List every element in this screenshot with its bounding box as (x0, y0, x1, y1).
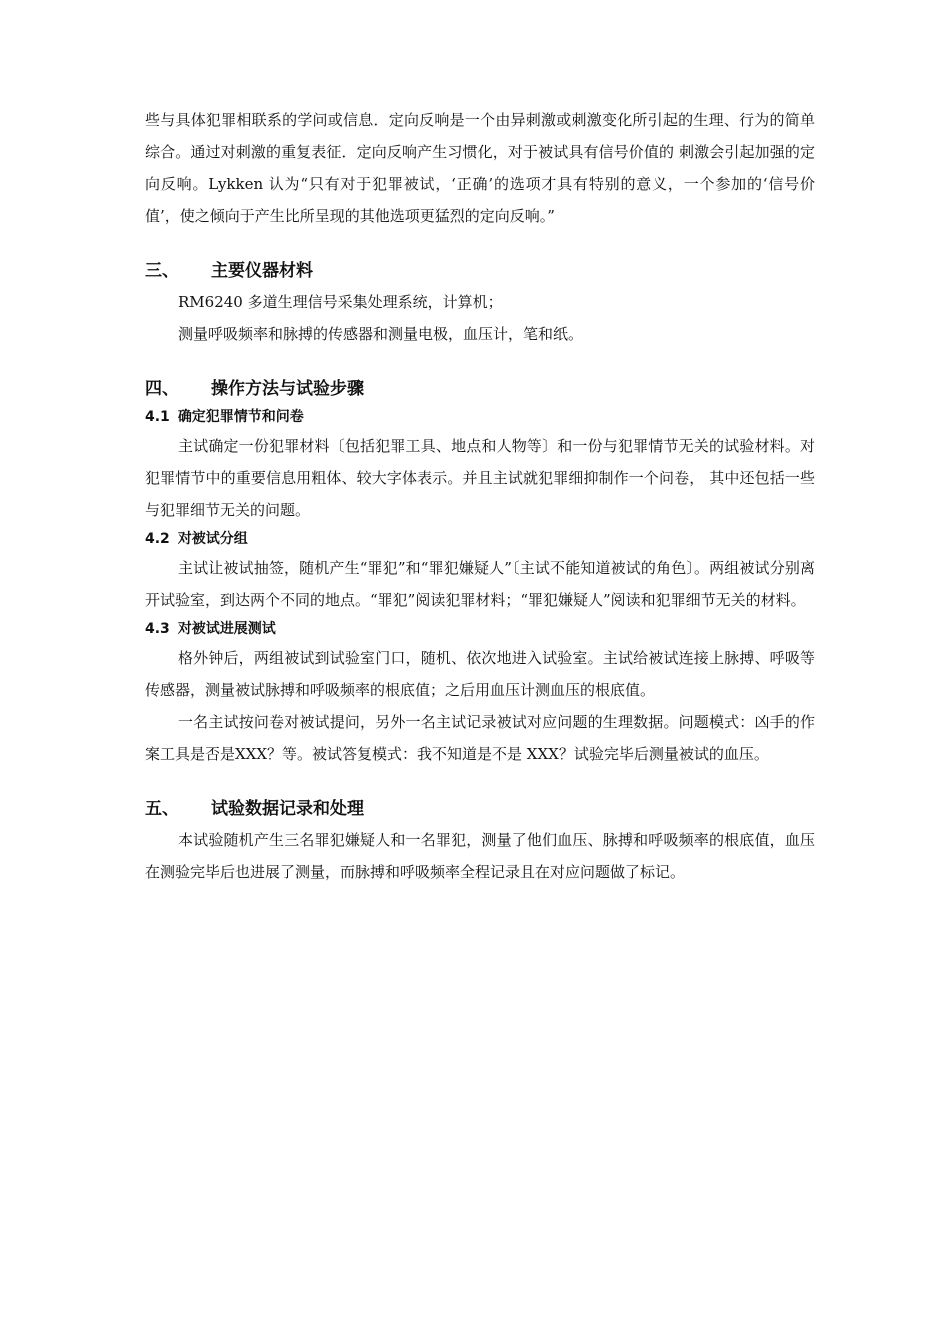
section-3-number: 三、 (145, 261, 179, 281)
section-5-heading (145, 794, 815, 824)
section-4-title: 操作方法与试验步骤 (211, 379, 364, 399)
subsection-4-3-title: 对被试进展测试 (177, 621, 276, 637)
subsection-4-2-number: 4.2 (145, 531, 170, 547)
subsection-4-2-title: 对被试分组 (177, 531, 248, 547)
section-5-paragraph: 本试验随机产生三名罪犯嫌疑人和一名罪犯，测量了他们血压、脉搏和呼吸频率的根底值，血压在测验完毕后也进展了测量，而脉搏和呼吸频率全程记录且在对应问题做了标记。 (145, 831, 815, 881)
subsection-4-3-heading (145, 616, 815, 642)
subsection-4-2-paragraph: 主试让被试抽签，随机产生“罪犯”和“罪犯嫌疑人”〔主试不能知道被试的角色〕。两组被试分别离开试验室，到达两个不同的地点。“罪犯”阅读犯罪材料；“罪犯嫌疑人”阅读和犯罪细节无关的材料。 (145, 559, 815, 609)
document-page (145, 104, 815, 888)
subsection-4-1-paragraph: 主试确定一份犯罪材料〔包括犯罪工具、地点和人物等〕和一份与犯罪情节无关的试验材料。对犯罪情节中的重要信息用粗体、较大字体表示。并且主试就犯罪细抑制作一个问卷， 其中还包括一些与犯罪细节无关的问题。 (145, 437, 815, 519)
subsection-4-3-paragraph-1: 格外钟后，两组被试到试验室门口，随机、依次地进入试验室。主试给被试连接上脉搏、呼吸等传感器，测量被试脉搏和呼吸频率的根底值；之后用血压计测血压的根底值。 (145, 649, 815, 699)
section-3-title: 主要仪器材料 (211, 261, 313, 281)
subsection-4-3-paragraph-2: 一名主试按问卷对被试提问，另外一名主试记录被试对应问题的生理数据。问题模式：凶手的作案工具是否是XXX？等。被试答复模式：我不知道是不是 XXX？试验完毕后测量被试的血压。 (145, 713, 815, 763)
section-4-number: 四、 (145, 379, 179, 399)
section-5-title: 试验数据记录和处理 (211, 799, 364, 819)
intro-paragraph: 些与具体犯罪相联系的学问或信息．定向反响是一个由异刺激或刺激变化所引起的生理、行为的简单综合。通过对刺激的重复表征．定向反响产生习惯化，对于被试具有信号价值的 刺激会引起加强的定向反响。Lykken 认为“只有对于犯罪被试，‘正确’的选项才具有特别的意义，一个参加的‘信号价值’，使之倾向于产生比所呈现的其他选项更猛烈的定向反响。” (145, 111, 815, 225)
subsection-4-1-number: 4.1 (145, 409, 170, 425)
spacer (145, 350, 815, 374)
section-4-heading (145, 374, 815, 404)
subsection-4-3-number: 4.3 (145, 621, 170, 637)
spacer (145, 770, 815, 794)
subsection-4-1-title: 确定犯罪情节和问卷 (177, 409, 304, 425)
section-3-heading (145, 256, 815, 286)
section-3-line-2: 测量呼吸频率和脉搏的传感器和测量电极，血压计，笔和纸。 (178, 325, 584, 343)
subsection-4-2-heading (145, 526, 815, 552)
subsection-4-1-heading (145, 404, 815, 430)
section-5-number: 五、 (145, 799, 179, 819)
spacer (145, 232, 815, 256)
section-3-line-1: RM6240 多道生理信号采集处理系统，计算机； (178, 293, 503, 311)
